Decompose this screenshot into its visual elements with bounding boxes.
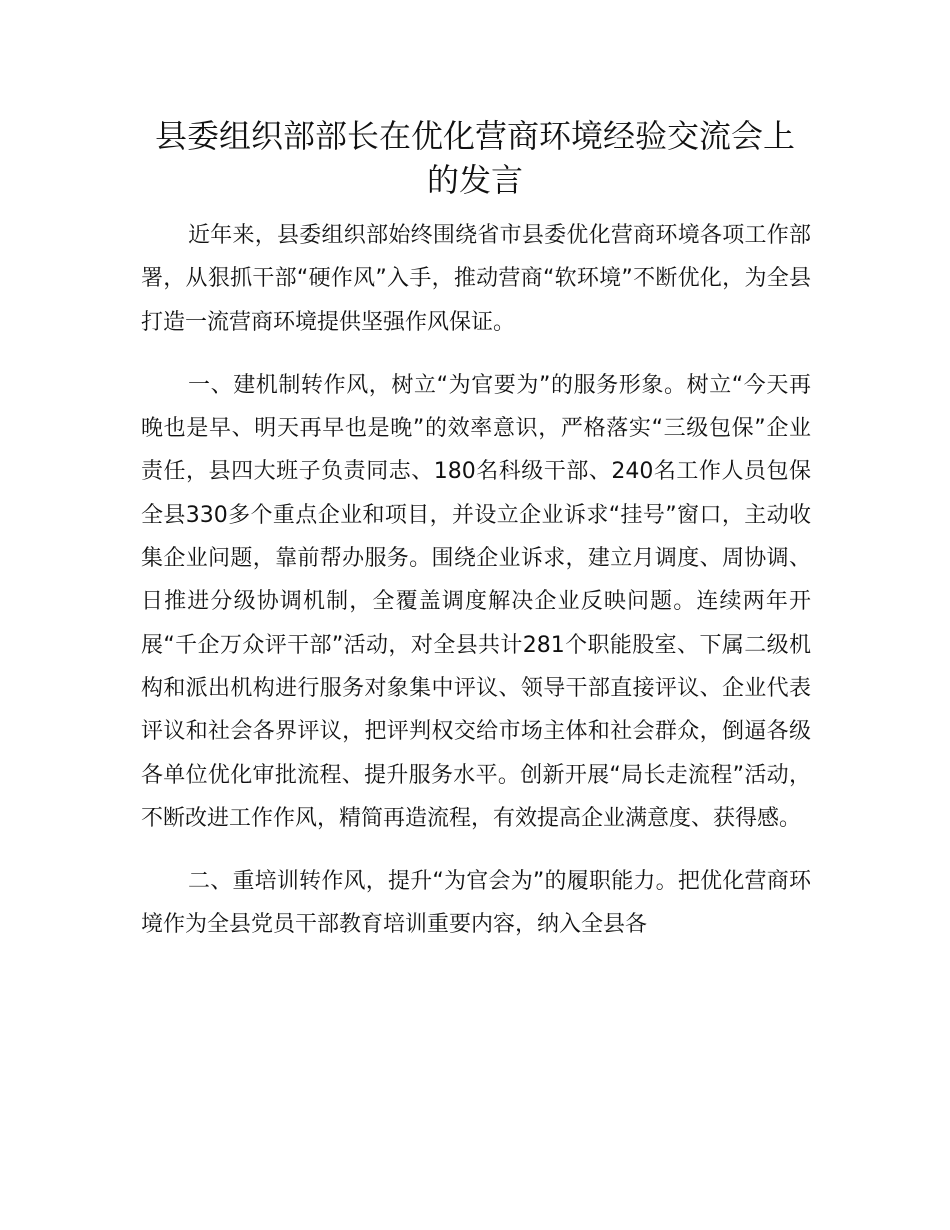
paragraph-section-1: 一、建机制转作风，树立“为官要为”的服务形象。树立“今天再晚也是早、明天再早也是晚”的效率意识，严格落实“三级包保”企业责任，县四大班子负责同志、180名科级干部、240名工作人员包保全县330多个重点企业和项目，并设立企业诉求“挂号”窗口，主动收集企业问题，靠前帮办服务。围绕企业诉求，建立月调度、周协调、日推进分级协调机制，全覆盖调度解决企业反映问题。连续两年开展“千企万众评干部”活动，对全县共计281个职能股室、下属二级机构和派出机构进行服务对象集中评议、领导干部直接评议、企业代表评议和社会各界评议，把评判权交给市场主体和社会群众，倒逼各级各单位优化审批流程、提升服务水平。创新开展“局长走流程”活动，不断改进工作作风，精简再造流程，有效提高企业满意度、获得感。 [141, 372, 812, 831]
paragraph-section-2: 二、重培训转作风，提升“为官会为”的履职能力。把优化营商环境作为全县党员干部教育培训重要内容，纳入全县各 [141, 869, 811, 938]
document-body [141, 214, 811, 967]
document-title: 县委组织部部长在优化营商环境经验交流会上的发言 [154, 117, 795, 199]
paragraph-intro: 近年来，县委组织部始终围绕省市县委优化营商环境各项工作部署，从狠抓干部“硬作风”入手，推动营商“软环境”不断优化，为全县打造一流营商环境提供坚强作风保证。 [141, 223, 811, 335]
